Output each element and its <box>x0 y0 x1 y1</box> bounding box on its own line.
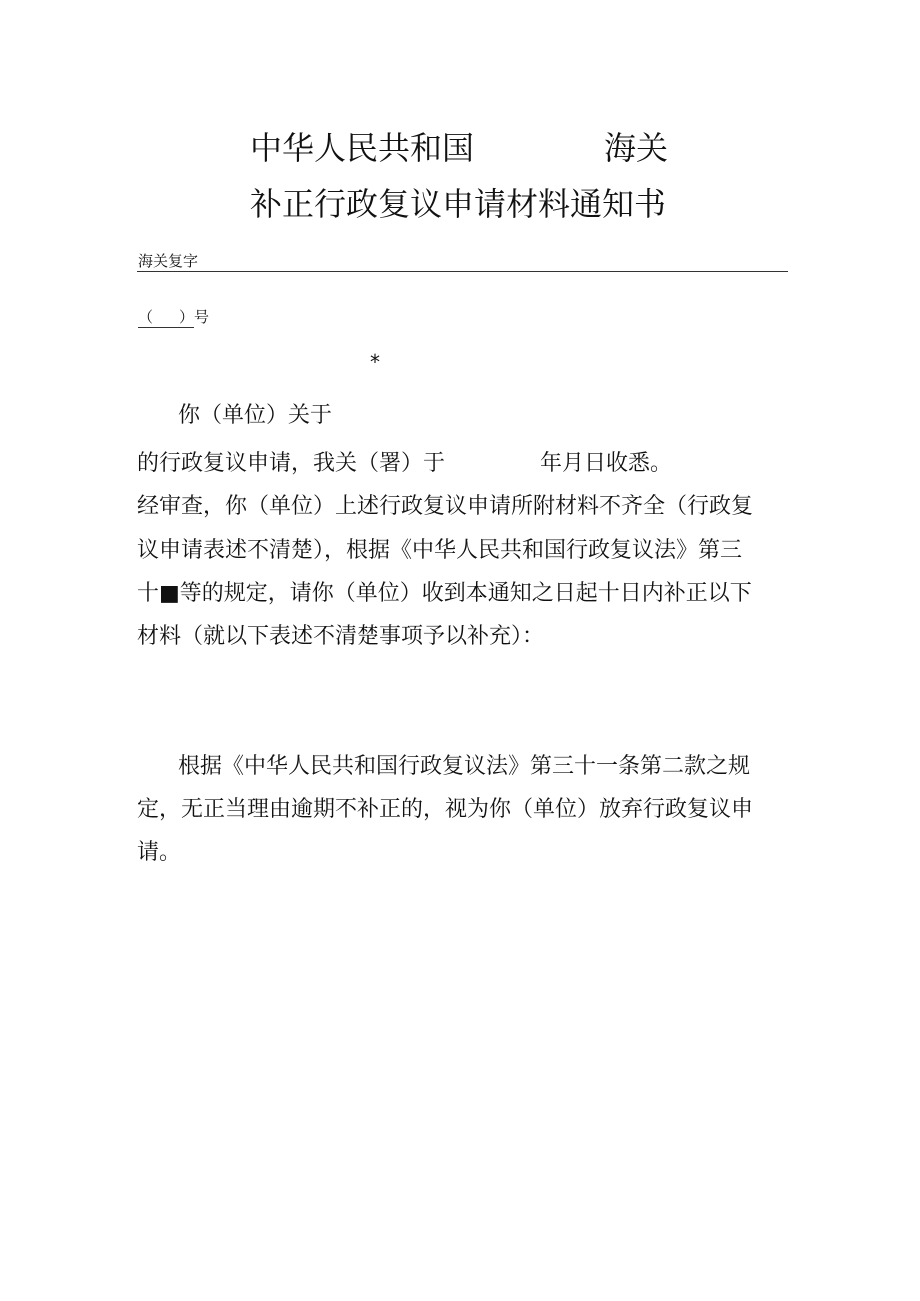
body-line-3: 经审查，你（单位）上述行政复议申请所附材料不齐全（行政复 <box>137 494 754 519</box>
asterisk-marker: * <box>370 350 380 374</box>
reference-prefix: 海关复字 <box>138 252 199 270</box>
body-line-5: 十■等的规定，请你（单位）收到本通知之日起十日内补正以下 <box>137 581 752 606</box>
title-customs: 海关 <box>604 129 669 167</box>
reference-suffix: 号 <box>194 308 210 326</box>
body-line-6: 材料（就以下表述不清楚事项予以补充）： <box>137 624 545 649</box>
reference-underline <box>137 271 788 272</box>
reference-close-paren: ） <box>179 308 195 326</box>
body-line-4: 议申请表述不清楚），根据《中华人民共和国行政复议法》第三 <box>137 538 743 563</box>
title-country: 中华人民共和国 <box>250 129 475 167</box>
reference-number-blank <box>138 307 194 328</box>
reference-open-paren: （ <box>138 308 154 326</box>
document-title: 补正行政复议申请材料通知书 <box>250 185 667 223</box>
body-line-1: 你（单位）关于 <box>178 403 333 428</box>
body-line-2-right: 年月日收悉。 <box>540 451 673 476</box>
body-line-7: 根据《中华人民共和国行政复议法》第三十一条第二款之规 <box>178 754 751 779</box>
reference-number <box>138 307 209 328</box>
body-line-9: 请。 <box>137 840 182 865</box>
body-line-2-left: 的行政复议申请，我关（署）于 <box>137 451 446 476</box>
body-line-8: 定，无正当理由逾期不补正的，视为你（单位）放弃行政复议申 <box>137 797 754 822</box>
